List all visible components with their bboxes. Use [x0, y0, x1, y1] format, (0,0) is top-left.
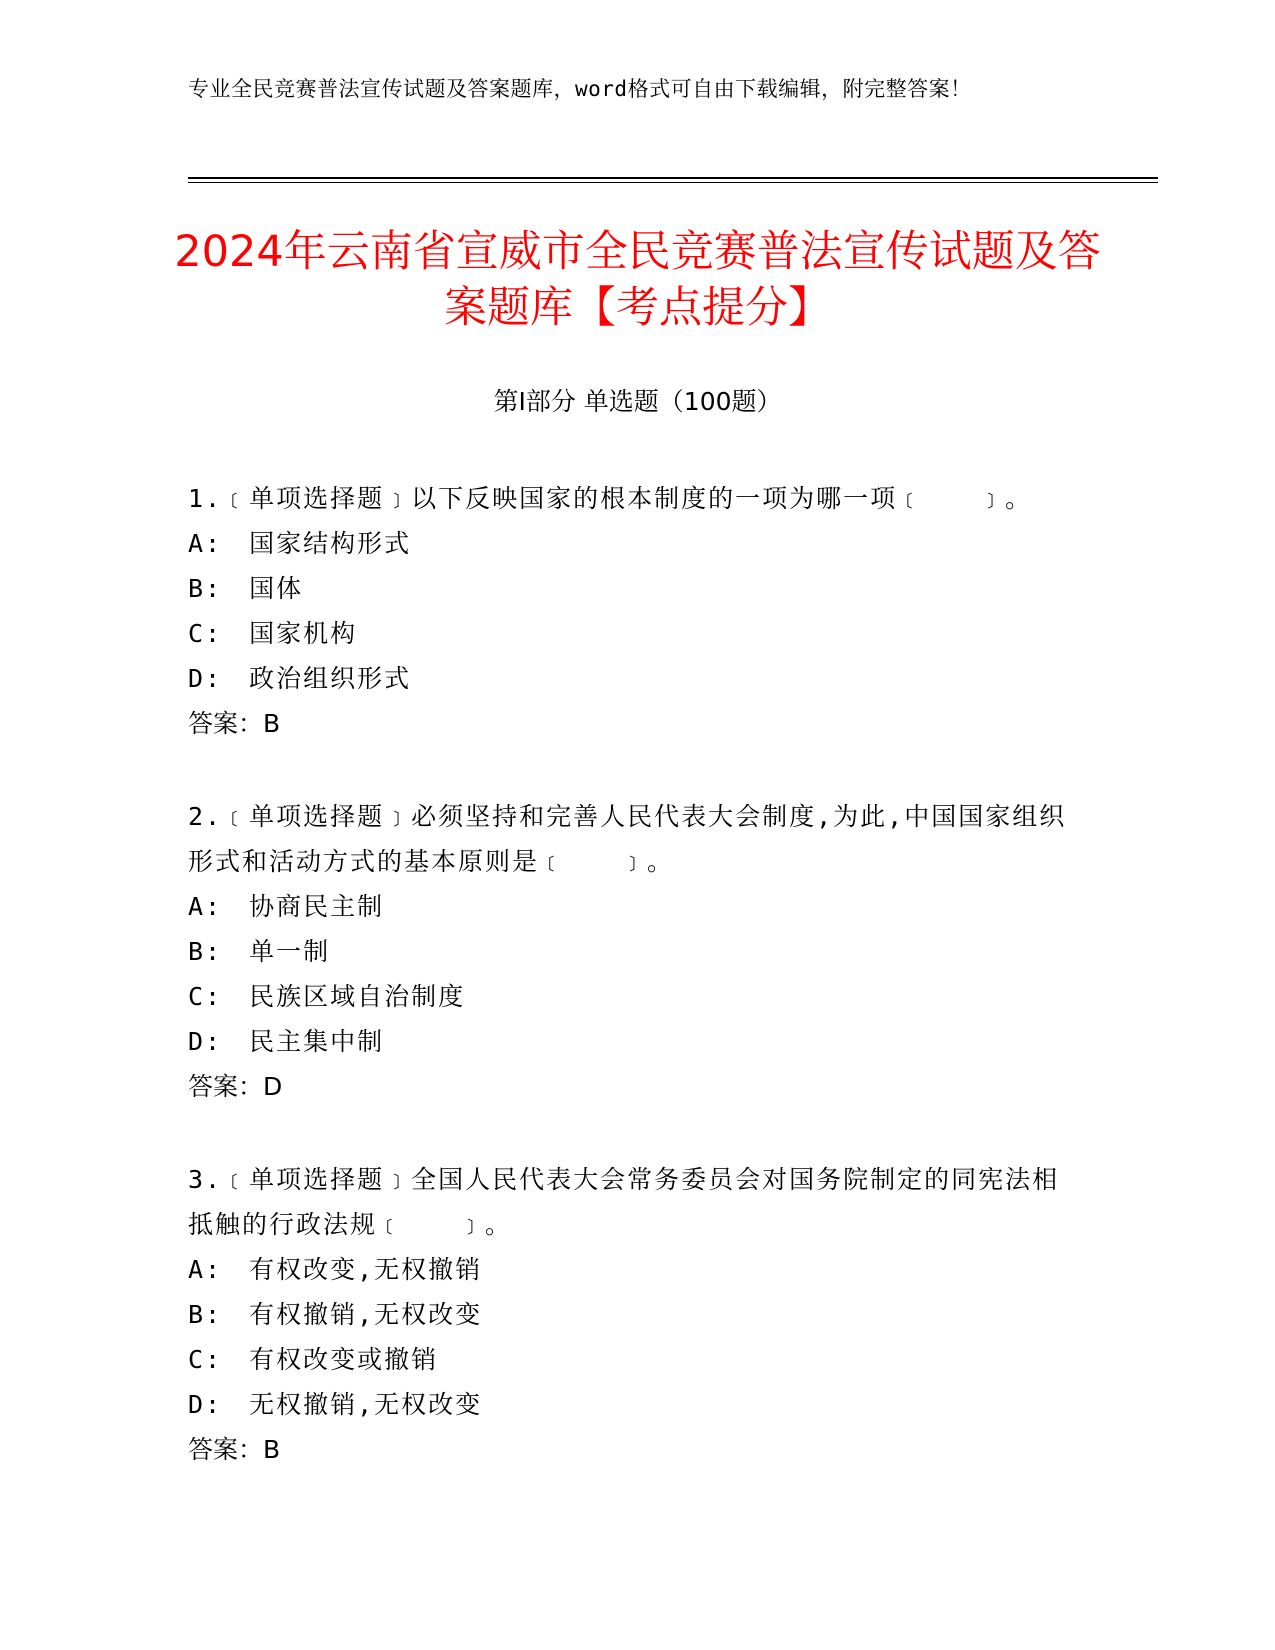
question-item — [188, 1157, 1068, 1472]
answer-line: 答案：B — [188, 709, 281, 738]
option-c: C: 有权改变或撤销 — [188, 1345, 439, 1374]
option-b: B: 有权撤销,无权改变 — [188, 1300, 483, 1329]
question-list — [188, 476, 1068, 1520]
option-a: A: 国家结构形式 — [188, 529, 412, 558]
question-item — [188, 476, 1068, 746]
answer-line: 答案：D — [188, 1072, 283, 1101]
header-divider-thin — [188, 182, 1158, 183]
document-title: 2024年云南省宣威市全民竞赛普法宣传试题及答案题库【考点提分】 — [174, 227, 1101, 333]
option-c: C: 国家机构 — [188, 619, 358, 648]
option-a: A: 协商民主制 — [188, 892, 385, 921]
answer-line: 答案：B — [188, 1435, 281, 1464]
option-a: A: 有权改变,无权撤销 — [188, 1255, 483, 1284]
section-heading: 第I部分 单选题（100题） — [493, 387, 782, 416]
option-b: B: 国体 — [188, 574, 304, 603]
option-d: D: 政治组织形式 — [188, 664, 412, 693]
header-note: 专业全民竞赛普法宣传试题及答案题库，word格式可自由下载编辑，附完整答案！ — [188, 77, 972, 101]
question-stem: 1.﹝单项选择题﹞以下反映国家的根本制度的一项为哪一项﹝ ﹞。 — [188, 484, 1033, 513]
option-c: C: 民族区域自治制度 — [188, 982, 466, 1011]
question-stem: 2.﹝单项选择题﹞必须坚持和完善人民代表大会制度,为此,中国国家组织形式和活动方式的基本原则是﹝ ﹞。 — [188, 802, 1067, 876]
option-b: B: 单一制 — [188, 937, 331, 966]
option-d: D: 无权撤销,无权改变 — [188, 1390, 483, 1419]
option-d: D: 民主集中制 — [188, 1027, 385, 1056]
header-divider-thick — [188, 177, 1158, 179]
question-item — [188, 794, 1068, 1109]
question-stem: 3.﹝单项选择题﹞全国人民代表大会常务委员会对国务院制定的同宪法相抵触的行政法规﹝ ﹞。 — [188, 1165, 1060, 1239]
